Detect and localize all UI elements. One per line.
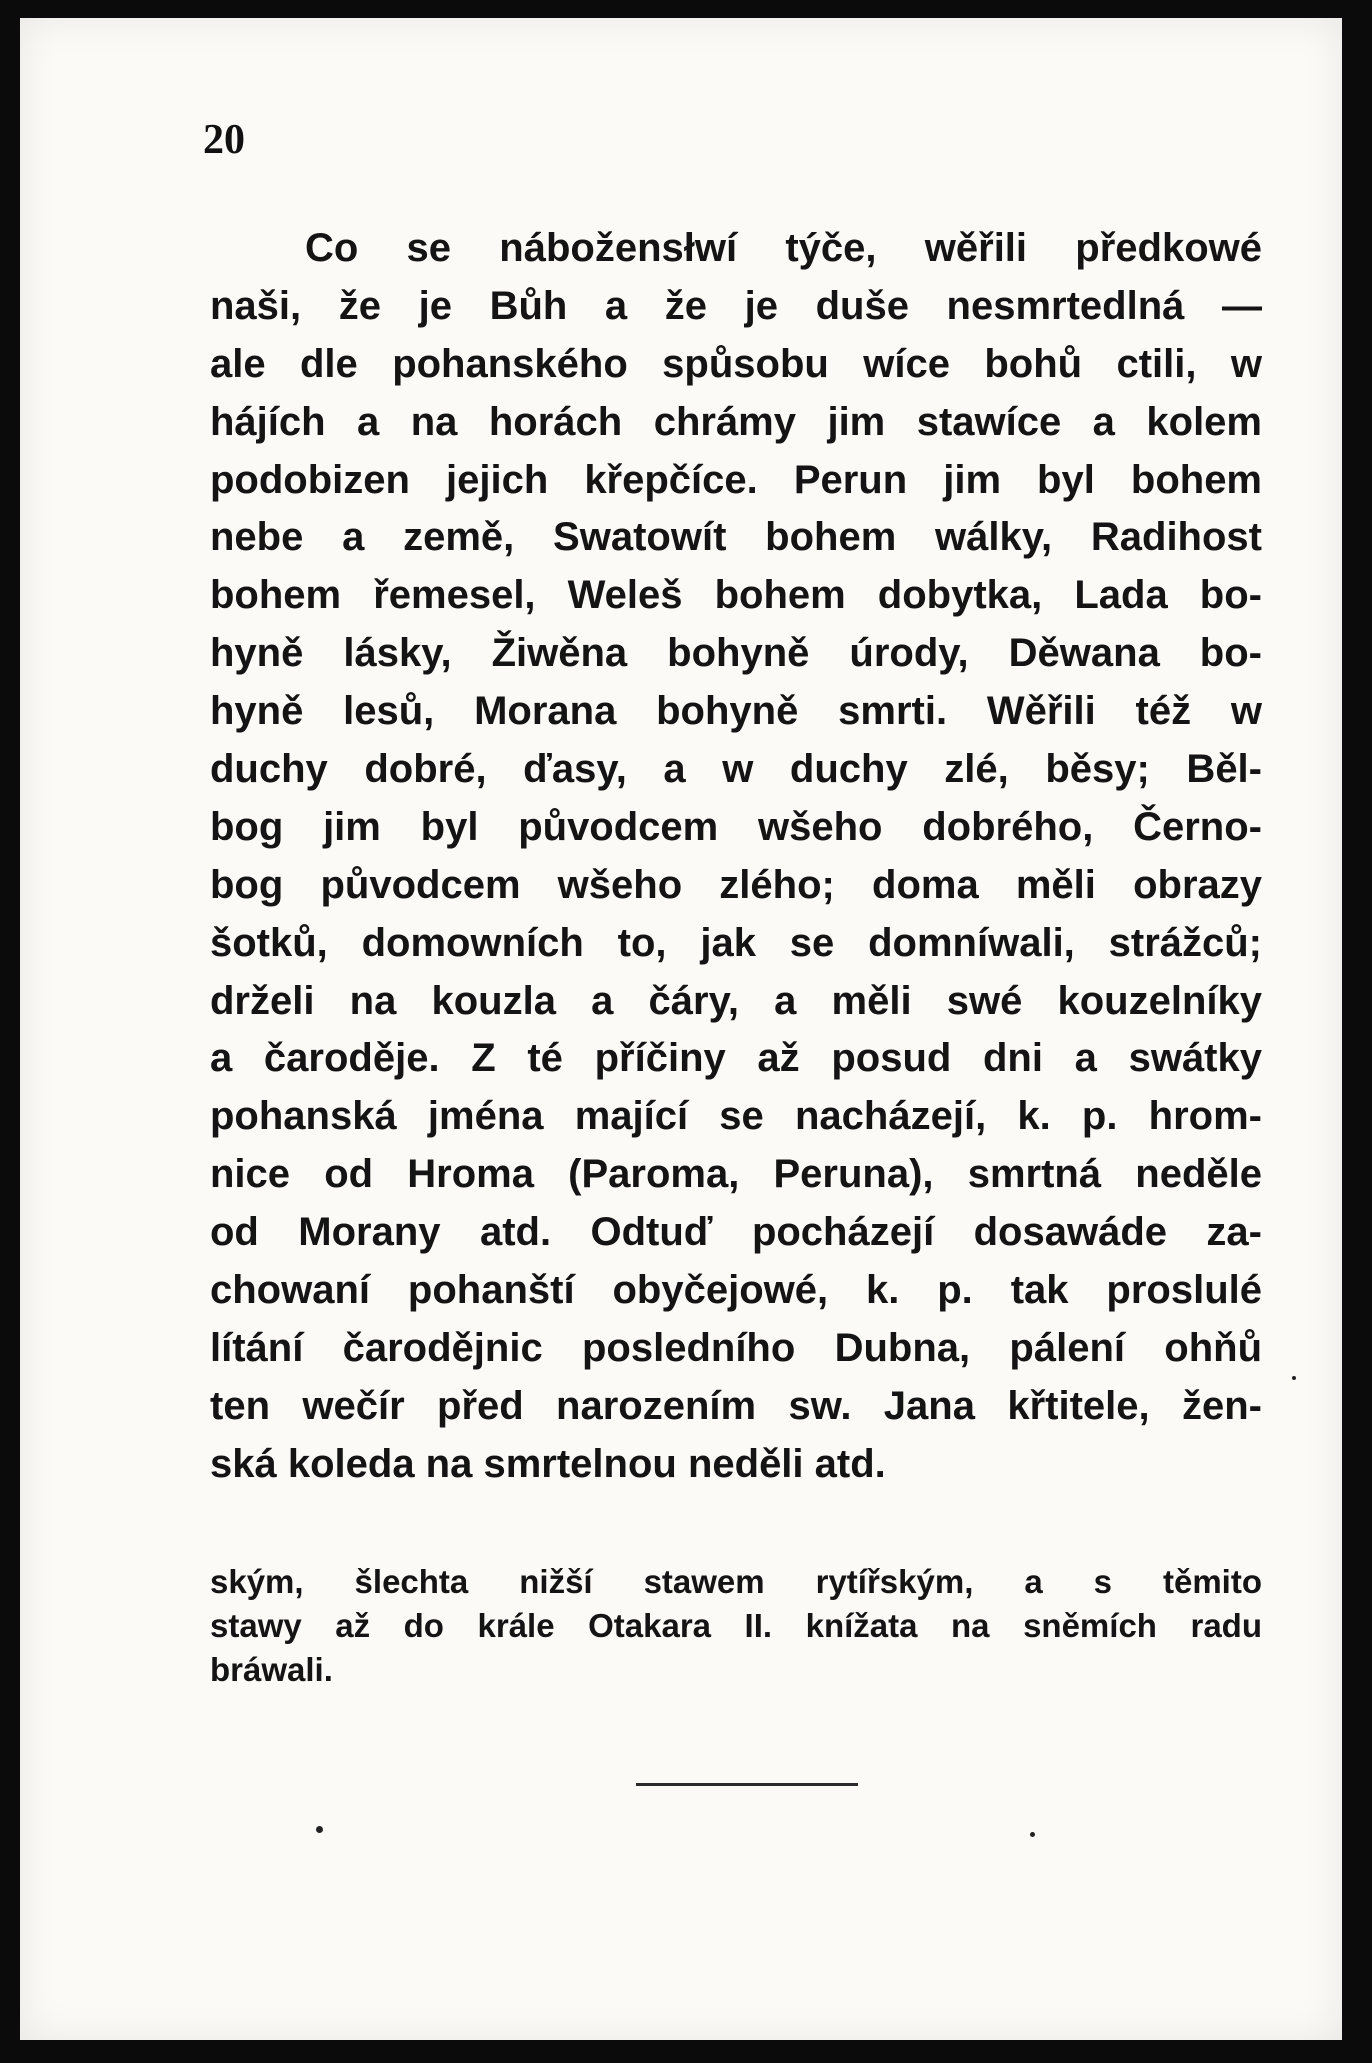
- text-line: ale dle pohanského spůsobu wíce bohů ctili, w: [210, 341, 1262, 386]
- footnote-line: ským, šlechta nižší stawem rytířským, a s těmito: [210, 1563, 1262, 1600]
- page-number: 20: [203, 117, 245, 163]
- text-line: drželi na kouzla a čáry, a měli swé kouzelníky: [210, 978, 1262, 1023]
- book-page: [20, 18, 1342, 2040]
- main-paragraph: [210, 220, 1262, 1494]
- text-line: hyně lásky, Žiwěna bohyně úrody, Děwana bo-: [210, 631, 1262, 676]
- text-line: nebe a země, Swatowít bohem wálky, Radihost: [210, 515, 1262, 560]
- text-line: lítání čarodějnic posledního Dubna, pálení ohňů: [210, 1325, 1262, 1370]
- text-line: od Morany atd. Odtuď pocházejí dosawáde za-: [210, 1210, 1262, 1255]
- footnote-line: bráwali.: [210, 1651, 333, 1688]
- text-line: bohem řemesel, Weleš bohem dobytka, Lada bo-: [210, 573, 1262, 618]
- text-line: duchy dobré, ďasy, a w duchy zlé, běsy; Běl-: [210, 747, 1262, 792]
- text-line: ten wečír před narozením sw. Jana křtitele, žen-: [210, 1383, 1262, 1428]
- text-line: podobizen jejich křepčíce. Perun jim byl bohem: [210, 457, 1262, 502]
- text-line: bog původcem wšeho zlého; doma měli obrazy: [210, 862, 1262, 907]
- footnote: [210, 1560, 1262, 1692]
- text-line: pohanská jména mající se nacházejí, k. p. hrom-: [210, 1094, 1262, 1139]
- text-line: ská koleda na smrtelnou neděli atd.: [210, 1441, 886, 1486]
- print-speck: [1292, 1376, 1296, 1380]
- text-line: hájích a na horách chrámy jim stawíce a kolem: [210, 399, 1262, 444]
- text-line: nice od Hroma (Paroma, Peruna), smrtná neděle: [210, 1152, 1262, 1197]
- text-line: šotků, domowních to, jak se domníwali, strážců;: [210, 920, 1262, 965]
- text-line: chowaní pohanští obyčejowé, k. p. tak proslulé: [210, 1268, 1262, 1313]
- text-line: a čaroděje. Z té příčiny až posud dni a swátky: [210, 1036, 1262, 1081]
- print-speck: [316, 1826, 323, 1833]
- text-line: Co se nábožensłwí týče, wěřili předkowé: [305, 226, 1262, 270]
- print-speck: [1030, 1832, 1035, 1837]
- end-rule: [636, 1783, 858, 1786]
- text-line: naši, že je Bůh a že je duše nesmrtedlná —: [210, 283, 1262, 328]
- text-line: bog jim byl původcem wšeho dobrého, Černo-: [210, 804, 1262, 849]
- text-line: hyně lesů, Morana bohyně smrti. Wěřili též w: [210, 689, 1262, 734]
- footnote-line: stawy až do krále Otakara II. knížata na sněmích radu: [210, 1607, 1262, 1644]
